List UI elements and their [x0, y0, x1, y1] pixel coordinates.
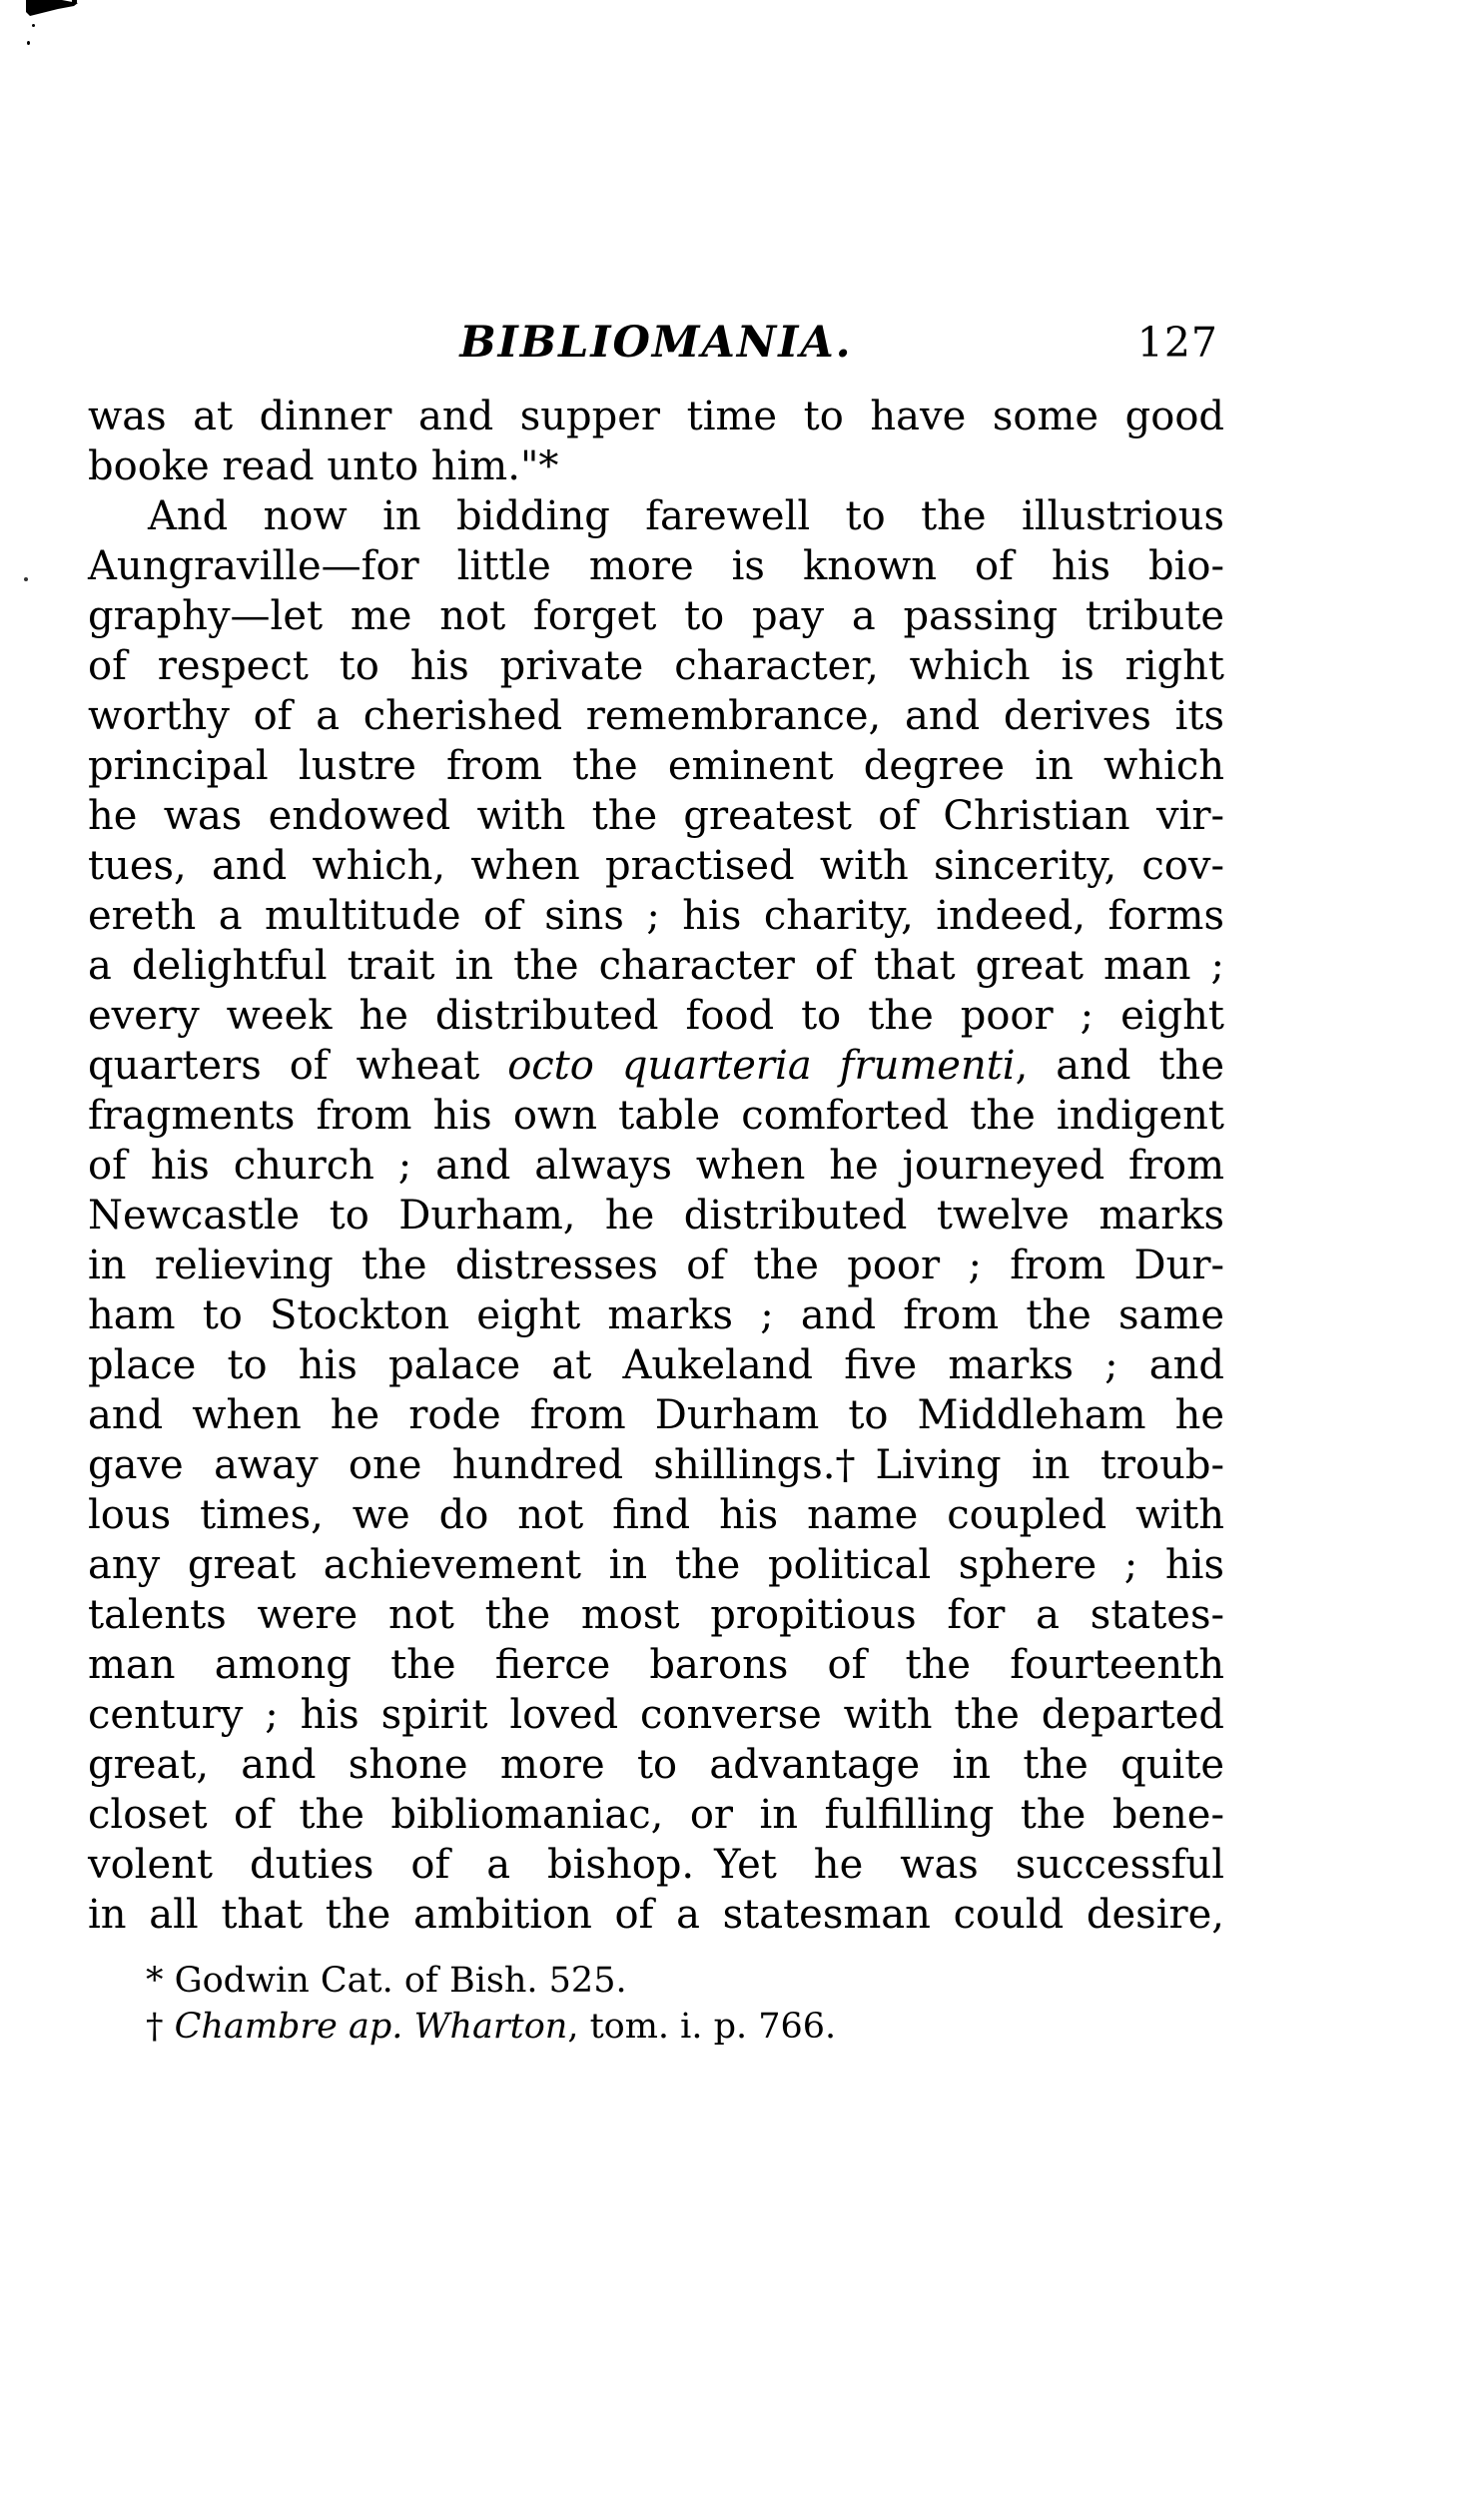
text-line: [88, 791, 1224, 841]
line-content: [88, 1892, 1224, 1938]
text-segment: And now in bidding farewell to the illustrious: [148, 493, 1224, 539]
text-segment: fragments from his own table comforted the indigent: [88, 1093, 1224, 1139]
text-segment: was at dinner and supper time to have some good: [88, 394, 1224, 439]
text-segment: man among the fierce barons of the fourteenth: [88, 1642, 1224, 1688]
text-segment: in relieving the distresses of the poor ; from Dur-: [88, 1243, 1224, 1288]
text-line: [88, 1790, 1224, 1840]
text-line: [88, 1390, 1224, 1440]
text-segment: every week he distributed food to the poor ; eight: [88, 993, 1224, 1039]
text-segment: principal lustre from the eminent degree in which: [88, 743, 1224, 789]
scan-speckle: [24, 577, 28, 581]
text-line: [88, 841, 1224, 891]
text-segment: talents were not the most propitious for a states-: [88, 1592, 1224, 1638]
text-line: [88, 1041, 1224, 1091]
text-line: [88, 1490, 1224, 1540]
line-content: [88, 1542, 1224, 1588]
line-content: [88, 1143, 1224, 1189]
line-content: [88, 394, 1224, 439]
text-line: [88, 1890, 1224, 1940]
line-content: [88, 993, 1224, 1039]
text-line: [88, 441, 1224, 491]
text-segment: graphy—let me not forget to pay a passing tribute: [88, 593, 1224, 639]
italic-segment: octo quarteria frumenti: [507, 1043, 1016, 1089]
text-segment: of respect to his private character, which is right: [88, 643, 1224, 689]
text-segment: †: [146, 2007, 175, 2047]
text-line: [88, 491, 1224, 541]
footnotes: [146, 1958, 1144, 2050]
line-content: [88, 643, 1224, 689]
text-segment: , and the: [1015, 1043, 1224, 1089]
text-line: [88, 591, 1224, 641]
text-line: [88, 1340, 1224, 1390]
text-line: [88, 1091, 1224, 1141]
text-segment: century ; his spirit loved converse with the departed: [88, 1692, 1224, 1738]
text-segment: in all that the ambition of a statesman could desire,: [88, 1892, 1224, 1938]
text-line: [88, 392, 1224, 441]
line-content: [148, 493, 1224, 539]
text-segment: , tom. i. p. 766.: [567, 2007, 837, 2047]
text-segment: volent duties of a bishop. Yet he was successful: [88, 1842, 1224, 1888]
line-content: [88, 443, 558, 489]
text-line: [88, 1191, 1224, 1241]
text-segment: great, and shone more to advantage in the quite: [88, 1742, 1224, 1788]
page-header: [88, 316, 1224, 370]
body-text: [88, 392, 1224, 1940]
line-content: [88, 1842, 1224, 1888]
text-line: [88, 891, 1224, 941]
scan-artifact-corner: [0, 0, 120, 60]
text-segment: lous times, we do not find his name coupled with: [88, 1492, 1224, 1538]
text-segment: Aungraville—for little more is known of his bio-: [88, 543, 1224, 589]
text-line: [88, 1840, 1224, 1890]
text-segment: ereth a multitude of sins ; his charity, indeed, forms: [88, 893, 1224, 939]
line-content: [88, 1342, 1224, 1388]
text-segment: place to his palace at Aukeland five marks ; and: [88, 1342, 1224, 1388]
text-line: [88, 641, 1224, 691]
text-line: [88, 1640, 1224, 1690]
text-line: [88, 1540, 1224, 1590]
text-segment: quarters of wheat: [88, 1043, 508, 1089]
text-segment: he was endowed with the greatest of Christian vir-: [88, 793, 1224, 839]
line-content: [88, 1292, 1224, 1338]
text-line: [88, 541, 1224, 591]
text-line: [88, 941, 1224, 991]
text-line: [88, 1740, 1224, 1790]
text-line: [88, 1241, 1224, 1290]
text-segment: tues, and which, when practised with sincerity, cov-: [88, 843, 1224, 889]
line-content: [88, 1093, 1224, 1139]
text-line: [88, 1590, 1224, 1640]
text-segment: ham to Stockton eight marks ; and from the same: [88, 1292, 1224, 1338]
line-content: [88, 793, 1224, 839]
text-segment: gave away one hundred shillings.† Living in troub-: [88, 1442, 1224, 1488]
text-segment: closet of the bibliomaniac, or in fulfilling the bene-: [88, 1792, 1224, 1838]
text-segment: a delightful trait in the character of that great man ;: [88, 943, 1224, 989]
line-content: [88, 893, 1224, 939]
text-segment: worthy of a cherished remembrance, and derives its: [88, 693, 1224, 739]
line-content: [88, 1592, 1224, 1638]
line-content: [88, 1193, 1224, 1239]
footnote: [146, 1958, 1144, 2004]
page-number: 127: [1136, 319, 1218, 367]
line-content: [88, 1742, 1224, 1788]
text-line: [88, 1440, 1224, 1490]
text-line: [88, 991, 1224, 1041]
text-segment: booke read unto him."*: [88, 443, 559, 489]
text-segment: * Godwin Cat. of Bish. 525.: [146, 1961, 627, 2001]
text-segment: and when he rode from Durham to Middleham he: [88, 1392, 1224, 1438]
line-content: [88, 693, 1224, 739]
line-content: [88, 743, 1224, 789]
italic-segment: Chambre ap. Wharton: [174, 2007, 568, 2047]
line-content: [88, 1492, 1224, 1538]
text-line: [88, 1290, 1224, 1340]
line-content: [88, 1692, 1224, 1738]
running-title: BIBLIOMANIA.: [459, 318, 853, 368]
text-line: [88, 1690, 1224, 1740]
text-segment: of his church ; and always when he journeyed from: [88, 1143, 1224, 1189]
line-content: [88, 1792, 1224, 1838]
line-content: [88, 1392, 1224, 1438]
scan-speckle: [27, 41, 30, 45]
line-content: [88, 543, 1224, 589]
line-content: [88, 1243, 1224, 1288]
text-line: [88, 1141, 1224, 1191]
footnote: [146, 2004, 1144, 2050]
line-content: [88, 943, 1224, 989]
text-segment: any great achievement in the political sphere ; his: [88, 1542, 1224, 1588]
scan-speckle: [32, 24, 35, 27]
text-line: [88, 691, 1224, 741]
line-content: [88, 1442, 1224, 1488]
line-content: [88, 1642, 1224, 1688]
line-content: [88, 1043, 1224, 1089]
line-content: [88, 593, 1224, 639]
text-segment: Newcastle to Durham, he distributed twelve marks: [88, 1193, 1224, 1239]
line-content: [88, 843, 1224, 889]
text-line: [88, 741, 1224, 791]
